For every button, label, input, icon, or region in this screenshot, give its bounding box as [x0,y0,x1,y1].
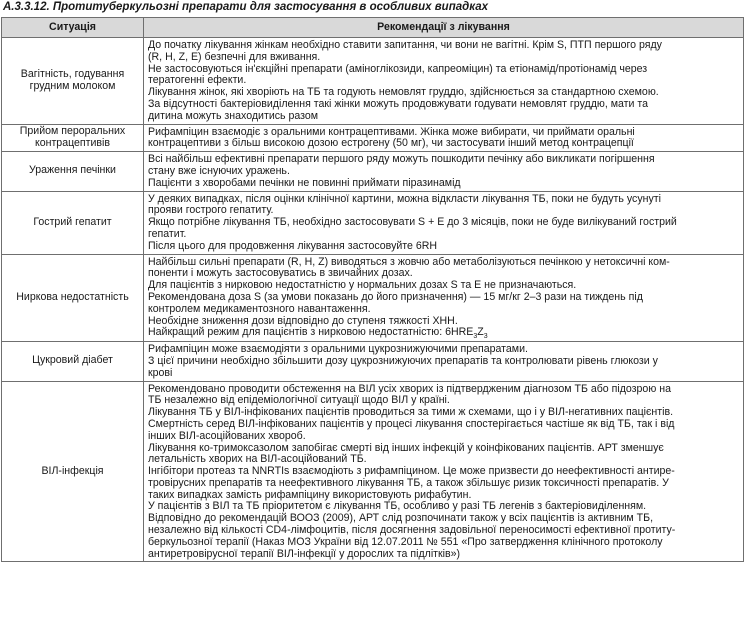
recommendation-line: Рифампіцин взаємодіє з оральними контрацептивами. Жінка може вибирати, чи приймати оральні [148,125,635,138]
table-caption: А.3.3.12. Протитуберкульозні препарати для застосування в особливих випадках [3,1,488,13]
situation-label: Ниркова недостатність [16,290,129,303]
situation-cell [2,152,144,191]
recommendation-line: поненти і можуть застосовуватись в звичайних дозах. [148,267,413,280]
recommendation-line: незалежно від кількості CD4-лімфоцитів, після досягнення задовільної переносимості ефективної протиту- [148,524,676,537]
recommendation-line: Всі найбільш ефективні препарати першого ряду можуть пошкодити печінку або викликати погіршення [148,153,655,166]
situation-cell [2,381,144,562]
recommendation-line: Лікування жінок, які хворіють на ТБ та годують немовлят груддю, здійснюється за стандартною схемою. [148,86,659,99]
recommendation-cell [144,381,744,562]
recommendation-line: Найбільш сильні препарати (R, H, Z) виводяться з жовчю або метаболізуються печінкою у нетоксичні ком- [148,255,670,268]
situation-cell [2,191,144,254]
header-recommendations: Рекомендації з лікування [144,18,744,38]
recommendation-cell [144,124,744,152]
regimen-formula: $6HRE_3Z_3$ [445,326,488,341]
table-row [2,191,744,254]
recommendation-line: Лікування ко-тримоксазолом запобігає смерті від інших інфекцій у коінфікованих пацієнтів. АРТ зменшує [148,441,664,454]
treatment-table [1,17,744,562]
recommendation-line: Необхідне зниження дози відповідно до ступеня тяжкості ХНН. [148,314,458,327]
recommendation-cell [144,38,744,125]
header-situation: Ситуація [2,18,144,38]
recommendation-line: Після цього для продовження лікування застосовуйте 6RH [148,239,438,252]
recommendation-line: Якщо потрібне лікування ТБ, необхідно застосовувати S + E до 3 місяців, поки не буде вилікуваний гострий [148,216,677,229]
table-row [2,254,744,342]
recommendation-line: У пацієнтів з ВІЛ та ТБ пріоритетом є лікування ТБ, особливо у разі ТБ легенів з бактеріовиділенням. [148,500,647,513]
recommendation-line: летальність хворих на ВІЛ-асоційований ТБ. [148,453,367,466]
table-row [2,342,744,381]
recommendation-line: З цієї причини необхідно збільшити дозу цукрознижуючих препаратів та контролювати рівень глюкози у [148,354,658,367]
situation-label: Цукровий діабет [32,354,113,367]
recommendation-cell [144,191,744,254]
situation-label: Гострий гепатит [33,215,112,228]
situation-label: Прийом пероральних [19,125,126,138]
recommendation-line: гепатит. [148,227,187,240]
recommendation-line: Відповідно до рекомендацій ВООЗ (2009), АРТ слід розпочинати також у всіх пацієнтів із активним ТБ, [148,512,654,525]
situation-cell [2,254,144,342]
situation-label: контрацептивів [34,136,111,149]
recommendation-line: ТБ незалежно від епідеміологічної ситуації щодо ВІЛ у країні. [148,394,450,407]
recommendation-line: дитина можуть знаходитись разом [148,109,319,122]
situation-cell [2,342,144,381]
recommendation-line: інших ВІЛ-асоційованих хвороб. [148,429,306,442]
recommendation-line: крові [148,366,173,379]
recommendation-line [148,327,739,340]
recommendation-line: Рекомендовано проводити обстеження на ВІЛ усіх хворих із підтвердженим діагнозом ТБ або підозрою на [148,382,671,395]
situation-cell [2,124,144,152]
recommendation-line: беркульозної терапії (Наказ МОЗ України від 12.07.2011 № 551 «Про затвердження клінічного протоколу [148,535,663,548]
recommendation-line: прояви гострого гепатиту. [148,204,274,217]
recommendation-line: У деяких випадках, після оцінки клінічної картини, можна відкласти лікування ТБ, поки не будуть усунуті [148,192,661,205]
recommendation-line: контролем медикаментозного навантаження. [148,302,371,315]
table-row [2,152,744,191]
situation-label: грудним молоком [29,79,116,92]
recommendation-cell [144,152,744,191]
recommendation-line: стану вже існуючих уражень. [148,164,290,177]
situation-label: Ураження печінки [29,164,116,177]
table-header-row [2,18,744,38]
recommendation-line: Смертність серед ВІЛ-інфікованих пацієнтів у процесі лікування спостерігається частіше як від ТБ, так і від [148,417,675,430]
table-row [2,38,744,125]
recommendation-line: Рифампіцин може взаємодіяти з оральними цукрознижуючими препаратами. [148,343,528,356]
recommendation-line: антиретровірусної терапії ВІЛ-інфекції у дорослих та підлітків») [148,547,461,560]
situation-cell [2,38,144,125]
recommendation-cell [144,342,744,381]
situation-label: Вагітність, годування [20,67,125,80]
recommendation-line: контрацептиви з більш високою дозою естрогену (50 мг), чи застосувати інший метод контрацепції [148,137,634,150]
recommendation-line: Пацієнти з хворобами печінки не повинні приймати піразинамід [148,176,461,189]
table-row [2,381,744,562]
recommendation-line: тератогенні ефекти. [148,74,247,87]
situation-label: ВІЛ-інфекція [41,464,104,477]
recommendation-line: таких випадках замість рифампіцину використовують рифабутин. [148,488,472,501]
recommendation-line: Лікування ТБ у ВІЛ-інфікованих пацієнтів проводиться за тими ж схемами, що і у ВІЛ-негативних пацієнтів. [148,406,674,419]
recommendation-line: (R, H, Z, E) безпечні для вживання. [148,50,321,63]
recommendation-line: Інгібітори протеаз та NNRTIs взаємодіють з рифампіцином. Це може призвести до неефективності антире- [148,465,675,478]
recommendation-line: тровірусних препаратів та неефективного лікування ТБ, а також збільшує ризик токсичності препаратів. У [148,476,669,489]
table-row [2,124,744,152]
recommendation-cell [144,254,744,342]
recommendation-line: Рекомендована доза S (за умови показань до його призначення) — 15 мг/кг 2–3 рази на тиждень під [148,290,643,303]
regimen-intro: Найкращий режим для пацієнтів з нирковою недостатністю: [148,326,443,339]
recommendation-line: За відсутності бактеріовиділення такі жінки можуть продовжувати годувати немовлят груддю, мати та [148,97,648,110]
recommendation-line: Не застосовуються ін'єкційні препарати (аміноглікозиди, капреоміцин) та етіонамід/протіонамід через [148,62,648,75]
recommendation-line: До початку лікування жінкам необхідно ставити запитання, чи вони не вагітні. Крім S, ПТП першого ряду [148,39,662,51]
recommendation-line: Для пацієнтів з нирковою недостатністю у нормальних дозах S та E не призначаються. [148,279,577,292]
